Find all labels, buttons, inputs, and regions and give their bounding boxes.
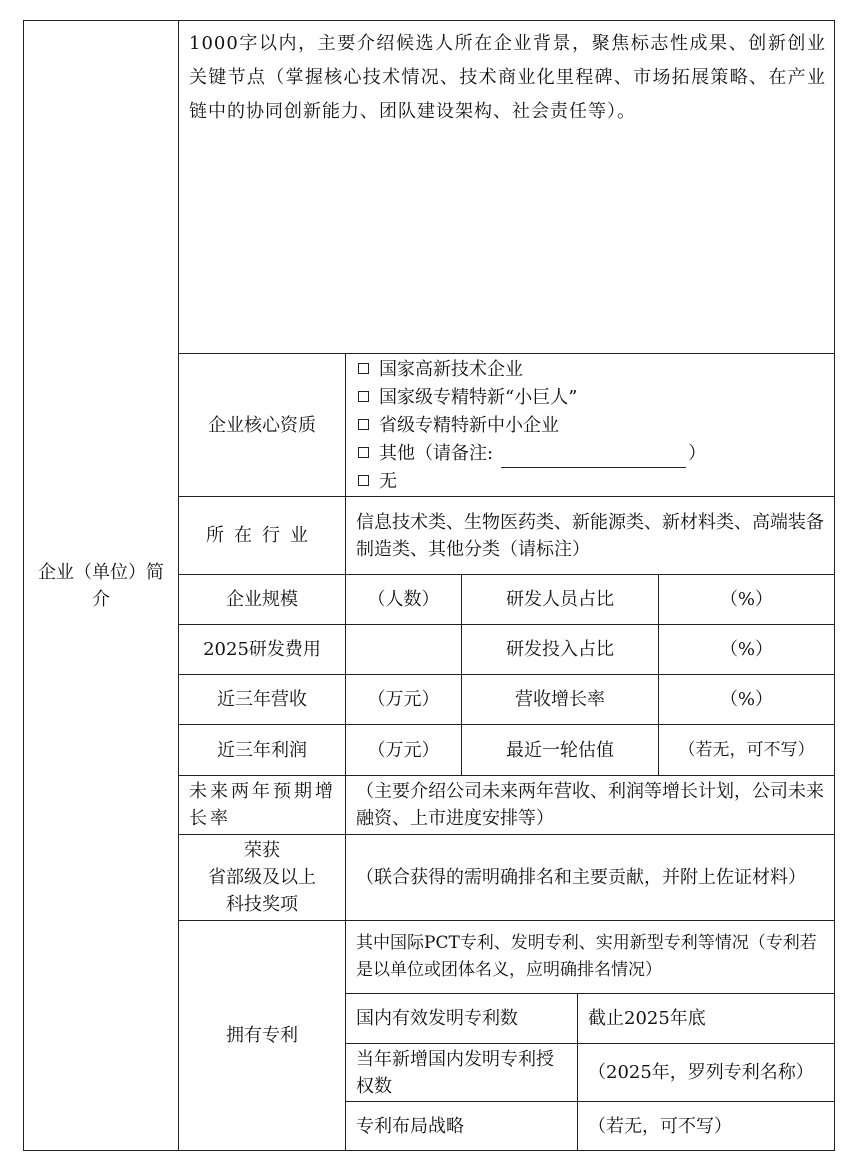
option-label: 无 <box>379 471 397 492</box>
metric-label: 最近一轮估值 <box>461 724 659 776</box>
metric-value[interactable]: （%） <box>658 624 835 675</box>
option-label: 其他（请备注: <box>379 443 494 464</box>
patent-row-label: 国内有效发明专利数 <box>345 993 578 1044</box>
checkbox[interactable] <box>358 447 369 458</box>
metric-value[interactable] <box>345 624 462 675</box>
option-label: 国家高新技术企业 <box>379 359 523 380</box>
metric-value[interactable]: （%） <box>658 674 835 725</box>
option-label: 国家级专精特新“小巨人” <box>379 387 578 408</box>
patent-row-label: 专利布局战略 <box>345 1101 578 1151</box>
metric-value[interactable]: （%） <box>658 574 835 625</box>
metric-value[interactable]: （若无，可不写） <box>658 724 835 776</box>
awards-label-line: 科技奖项 <box>226 894 298 915</box>
qualifications-options <box>345 353 835 497</box>
checkbox[interactable] <box>358 363 369 374</box>
patent-row-value[interactable]: （2025年，罗列专利名称） <box>577 1043 835 1102</box>
qualification-option-other[interactable] <box>358 440 834 468</box>
awards-label-cell <box>178 834 346 921</box>
qualifications-label-cell <box>178 353 346 497</box>
section-label: 企业（单位）简介 <box>38 561 164 610</box>
description-field[interactable] <box>178 20 835 354</box>
metric-label: 近三年营收 <box>178 674 346 725</box>
qualification-option-none[interactable] <box>358 468 834 496</box>
metric-label: 研发人员占比 <box>461 574 659 625</box>
patents-note: 其中国际PCT专利、发明专利、实用新型专利等情况（专利若是以单位或团体名义，应明确排名情况） <box>356 933 817 980</box>
industry-value: 信息技术类、生物医药类、新能源类、新材料类、高端装备制造类、其他分类（请标注） <box>356 511 824 560</box>
checkbox[interactable] <box>358 419 369 430</box>
patent-row-value[interactable]: （若无，可不写） <box>577 1101 835 1151</box>
qualification-option-little-giant[interactable] <box>358 384 834 412</box>
growth-field[interactable] <box>345 775 835 835</box>
metric-label: 营收增长率 <box>461 674 659 725</box>
other-close-paren: ） <box>688 443 707 464</box>
awards-field[interactable] <box>345 834 835 921</box>
industry-label-cell <box>178 496 346 575</box>
metric-value[interactable]: （人数） <box>345 574 462 625</box>
awards-label-line: 省部级及以上 <box>208 867 316 888</box>
patents-note-cell <box>345 920 835 994</box>
description-text: 1000字以内，主要介绍候选人所在企业背景，聚焦标志性成果、创新创业关键节点（掌握核心技术情况、技术商业化里程碑、市场拓展策略、在产业链中的协同创新能力、团队建设架构、社会责任等）。 <box>189 33 826 122</box>
patent-row-value[interactable]: 截止2025年底 <box>577 993 835 1044</box>
checkbox[interactable] <box>358 475 369 486</box>
metric-value[interactable]: （万元） <box>345 724 462 776</box>
growth-label: 未来两年预期增长率 <box>189 781 336 829</box>
patents-label: 拥有专利 <box>226 1025 298 1046</box>
qualification-option-provincial[interactable] <box>358 412 834 440</box>
metric-label: 企业规模 <box>178 574 346 625</box>
patents-label-cell <box>178 920 346 1151</box>
qualification-option-high-tech[interactable] <box>358 356 834 384</box>
metric-label: 研发投入占比 <box>461 624 659 675</box>
industry-label: 所在行业 <box>206 525 318 546</box>
qualifications-label: 企业核心资质 <box>208 414 316 436</box>
metric-label: 近三年利润 <box>178 724 346 776</box>
section-label-cell <box>23 20 179 1151</box>
awards-value: （联合获得的需明确排名和主要贡献，并附上佐证材料） <box>356 867 806 888</box>
other-remark-input[interactable] <box>501 449 686 468</box>
industry-field[interactable] <box>345 496 835 575</box>
metric-label: 2025研发费用 <box>178 624 346 675</box>
growth-label-cell <box>178 775 346 835</box>
awards-label-line: 荣获 <box>244 840 280 861</box>
checkbox[interactable] <box>358 391 369 402</box>
patent-row-label: 当年新增国内发明专利授权数 <box>345 1043 578 1102</box>
growth-value: （主要介绍公司未来两年营收、利润等增长计划，公司未来融资、上市进度安排等） <box>356 781 824 829</box>
option-label: 省级专精特新中小企业 <box>379 415 559 436</box>
metric-value[interactable]: （万元） <box>345 674 462 725</box>
